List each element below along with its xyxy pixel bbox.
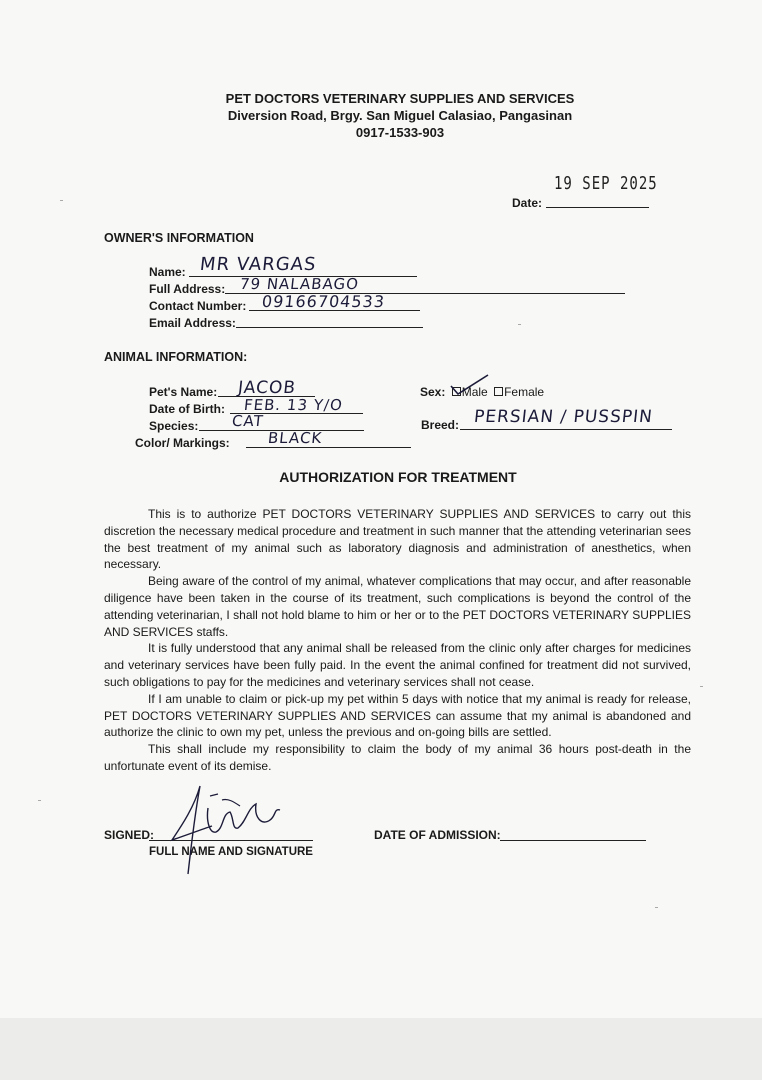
color-label: Color/ Markings:: [135, 436, 230, 450]
breed-line: [460, 429, 672, 430]
admission-line: [500, 840, 646, 841]
company-phone: 0917-1533-903: [355, 125, 445, 140]
female-option-label: Female: [504, 385, 545, 399]
authorization-paragraph: This is to authorize PET DOCTORS VETERINARY SUPPLIES AND SERVICES to carry out this discretion the necessary medical procedure and treatment in such manner that the attending veterinarian sees the best treatment of my animal such as laboratory diagnosis and administration of anesthetics, when necessary.: [104, 507, 691, 572]
authorization-paragraph: If I am unable to claim or pick-up my pet within 5 days with notice that my animal is ready for release, PET DOCTORS VETERINARY SUPPLIES AND SERVICES can assume that my animal is abandoned and authorize the clinic to own my pet, unless the previous and on-going bills are settled.: [104, 691, 691, 740]
authorization-title: AUTHORIZATION FOR TREATMENT: [279, 469, 517, 485]
male-checkmark-icon: [448, 372, 492, 398]
owner-address-value[interactable]: 79 NALABAGO: [239, 275, 360, 293]
date-stamp: 19 SEP 2025: [554, 174, 658, 194]
scan-speck: [700, 686, 703, 687]
breed-value[interactable]: PERSIAN / PUSSPIN: [472, 407, 654, 427]
breed-label: Breed:: [421, 418, 460, 432]
owner-section-title: OWNER'S INFORMATION: [104, 231, 254, 245]
dob-label: Date of Birth:: [149, 402, 225, 416]
color-value[interactable]: BLACK: [267, 429, 324, 447]
male-option-label: Male: [461, 385, 488, 399]
company-address: Diversion Road, Brgy. San Miguel Calasiao, Pangasinan: [227, 108, 573, 123]
scan-speck: [655, 907, 658, 908]
species-label: Species:: [149, 419, 199, 433]
date-label: Date:: [512, 196, 543, 210]
sex-label: Sex:: [420, 385, 446, 399]
date-line: [546, 207, 649, 208]
authorization-paragraph: Being aware of the control of my animal, whatever complications that may occur, and after reasonable diligence have been taken in the course of its treatment, such complications is beyond the control of the attending veterinarian, I shall not hold blame to him or her or to the PET DOCTORS VETERINARY SUPPLIES AND SERVICES staffs.: [104, 574, 691, 639]
scan-speck: [518, 324, 521, 325]
company-name: PET DOCTORS VETERINARY SUPPLIES AND SERVICES: [225, 91, 575, 106]
authorization-body: [104, 506, 691, 775]
authorization-paragraph: This shall include my responsibility to claim the body of my animal 36 hours post-death in the unfortunate event of its demise.: [104, 742, 691, 773]
color-line: [246, 447, 411, 448]
letterhead: [0, 90, 762, 141]
owner-contact-value[interactable]: 09166704533: [261, 292, 386, 311]
animal-section-title: ANIMAL INFORMATION:: [104, 350, 248, 364]
pet-name-label: Pet's Name:: [149, 385, 218, 399]
handwritten-signature: [150, 778, 290, 878]
signed-label: SIGNED:: [104, 828, 155, 842]
female-checkbox[interactable]: [494, 387, 503, 396]
owner-address-label: Full Address:: [149, 282, 226, 296]
owner-name-value[interactable]: MR VARGAS: [198, 254, 318, 275]
scan-bottom-strip: [0, 1018, 762, 1080]
owner-name-label: Name:: [149, 265, 186, 279]
scan-speck: [38, 800, 41, 801]
dob-value[interactable]: FEB. 13 Y/O: [243, 396, 344, 414]
pet-name-value[interactable]: JACOB: [236, 378, 298, 398]
admission-label: DATE OF ADMISSION:: [374, 828, 501, 842]
full-name-signature-label: FULL NAME AND SIGNATURE: [149, 846, 313, 858]
owner-email-label: Email Address:: [149, 316, 236, 330]
authorization-paragraph: It is fully understood that any animal shall be released from the clinic only after charges for medicines and veterinary services have been fully paid. In the event the animal confined for treatment did not survived, such obligations to pay for the medicines and veterinary services shall not cease.: [104, 641, 691, 689]
species-value[interactable]: CAT: [231, 412, 265, 430]
scan-speck: [60, 200, 63, 201]
owner-email-line: [236, 327, 423, 328]
owner-contact-label: Contact Number:: [149, 299, 247, 313]
